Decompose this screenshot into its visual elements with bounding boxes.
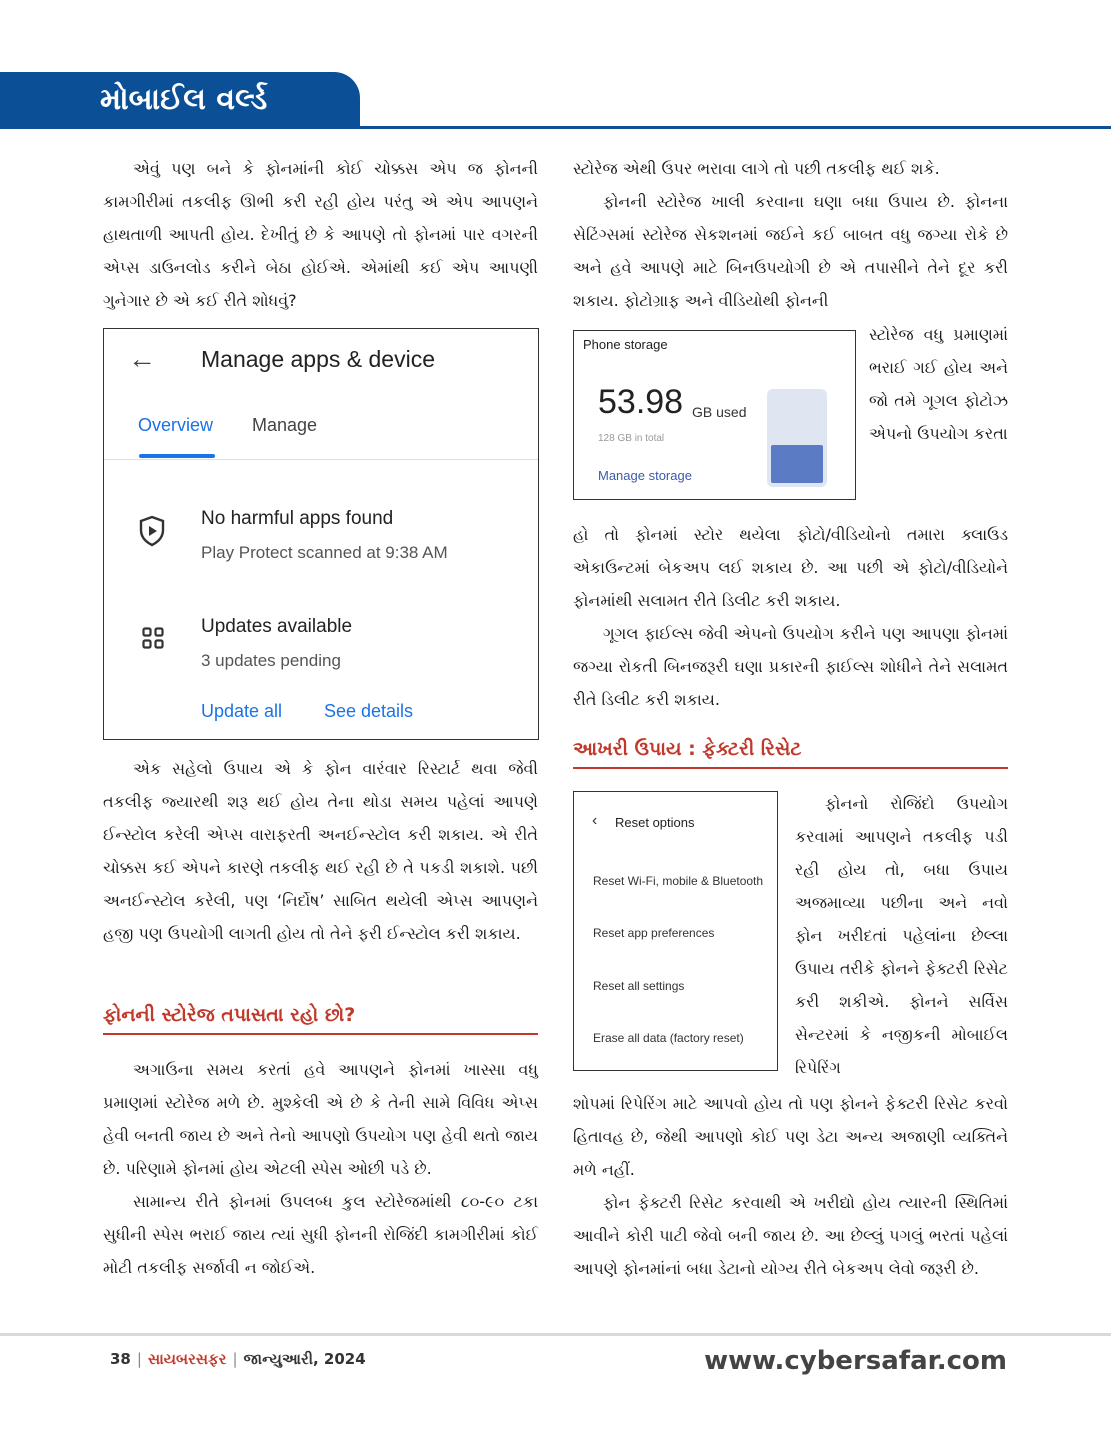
reset-option-erase-all[interactable]: Erase all data (factory reset) — [593, 1031, 744, 1045]
reset-option-app-preferences[interactable]: Reset app preferences — [593, 926, 715, 940]
website-url[interactable]: www.cybersafar.com — [704, 1346, 1007, 1376]
right-beside-storage — [869, 318, 1008, 450]
section-title: મોબાઈલ વર્લ્ડ — [100, 82, 268, 117]
play-protect-shield-icon — [138, 515, 166, 547]
paragraph: સ્ટોરેજ વધુ પ્રમાણમાં ભરાઈ ગઈ હોય અને જો તમે ગૂગલ ફોટોઝ એપનો ઉપયોગ કરતા — [869, 325, 1008, 443]
tab-overview[interactable]: Overview — [138, 415, 214, 435]
paragraph: એક સહેલો ઉપાય એ કે ફોન વારંવાર રિસ્ટાર્ટ થવા જેવી તકલીફ જ્યારથી શરૂ થઈ હોય તેના થોડા સમય પહેલાં આપણે ઈન્સ્ટોલ કરેલી એપ્સ વારાફરતી અનઈન્સ્ટોલ કરી શકાય. એ રીતે ચોક્કસ કઈ એપને કારણે તકલીફ થઈ રહી છે તે પકડી શકાશે. પછી અનઈન્સ્ટોલ કરેલી, પણ ‘નિર્દોષ’ સાબિત થયેલી એપ્સ આપણને હજી પણ ઉપયોગી લાગતી હોય તો તેને ફરી ઈન્સ્ટોલ કરી શકાય. — [103, 759, 538, 943]
paragraph: ફોન ફેક્ટરી રિસેટ કરવાથી એ ખરીદ્યો હોય ત્યારની સ્થિતિમાં આવીને કોરી પાટી જેવો બની જાય છે. આ છેલ્લું પગલું ભરતાં પહેલાં આપણે ફોનમાંનાં બધા ડેટાનો યોગ્ય રીતે બેકઅપ લેવો જરૂરી છે. — [573, 1193, 1008, 1278]
storage-usage-bar — [767, 389, 827, 487]
screen-title: Manage apps & device — [201, 346, 435, 372]
protect-status-sub: Play Protect scanned at 9:38 AM — [201, 543, 448, 562]
page-number: 38 — [110, 1350, 131, 1368]
storage-used-value: 53.98 — [598, 383, 684, 421]
back-arrow-icon[interactable]: ← — [128, 343, 156, 374]
left-intro — [103, 152, 538, 317]
paragraph: શોપમાં રિપેરિંગ માટે આપવો હોય તો પણ ફોનને ફેક્ટરી રિસેટ કરવો હિતાવહ છે, જેથી આપણો કોઈ પણ ડેટા અન્ય અજાણી વ્યક્તિને મળે નહીં. — [573, 1094, 1008, 1179]
paragraph: સ્ટોરેજ એથી ઉપર ભરાવા લાગે તો પછી તકલીફ થઈ શકે. — [573, 159, 940, 178]
issue-date: જાન્યુઆરી, 2024 — [243, 1350, 366, 1368]
updates-sub: 3 updates pending — [201, 651, 341, 670]
heading-rule — [103, 1033, 538, 1035]
section-heading-factory-reset: આખરી ઉપાય : ફેક્ટરી રિસેટ — [573, 738, 802, 760]
paragraph: સામાન્ય રીતે ફોનમાં ઉપલબ્ધ કુલ સ્ટોરેજમાંથી ૮૦-૯૦ ટકા સુધીની સ્પેસ ભરાઈ જાય ત્યાં સુધી ફોનની રોજિંદી કામગીરીમાં કોઈ મોટી તકલીફ સર્જાવી ન જોઈએ. — [103, 1192, 538, 1277]
reset-option-all-settings[interactable]: Reset all settings — [593, 979, 685, 993]
footer-rule — [0, 1333, 1111, 1336]
storage-label: Phone storage — [583, 337, 668, 352]
tab-manage[interactable]: Manage — [252, 415, 318, 435]
tab-divider — [104, 459, 538, 460]
reset-option-wifi[interactable]: Reset Wi-Fi, mobile & Bluetooth — [593, 874, 764, 888]
right-after-reset — [573, 1087, 1008, 1285]
storage-used-unit: GB used — [692, 404, 747, 420]
paragraph: ફોનનો રોજિંદો ઉપયોગ કરવામાં આપણને તકલીફ પડી રહી હોય તો, બધા ઉપાય અજમાવ્યા પછીના અને નવો ફોન ખરીદતાં પહેલાંના છેલ્લા ઉપાય તરીકે ફોનને ફેક્ટરી રિસેટ કરી શકીએ. ફોનને સર્વિસ સેન્ટરમાં કે નજીકની મોબાઈલ રિપેરિંગ — [795, 794, 1008, 1077]
left-after-card — [103, 752, 538, 950]
apps-grid-icon — [142, 627, 164, 649]
updates-title: Updates available — [201, 616, 353, 637]
heading-rule — [573, 767, 1008, 769]
manage-storage-link[interactable]: Manage storage — [598, 468, 692, 483]
back-chevron-icon[interactable]: ‹ — [592, 812, 598, 829]
storage-usage-fill — [771, 445, 823, 483]
paragraph: હો તો ફોનમાં સ્ટોર થયેલા ફોટો/વીડિયોનો તમારા ક્લાઉડ એકાઉન્ટમાં બેકઅપ લઈ શકાય છે. આ પછી એ ફોટો/વીડિયોને ફોનમાંથી સલામત રીતે ડિલીટ કરી શકાય. — [573, 525, 1008, 610]
left-storage-text — [103, 1053, 538, 1284]
paragraph: ગૂગલ ફાઈલ્સ જેવી એપનો ઉપયોગ કરીને પણ આપણા ફોનમાં જગ્યા રોકતી બિનજરૂરી ઘણા પ્રકારની ફાઈલ્સ શોધીને તેને સલામત રીતે ડિલીટ કરી શકાય. — [573, 624, 1008, 709]
update-all-button[interactable]: Update all — [201, 701, 283, 721]
active-tab-indicator — [139, 454, 215, 458]
right-top-text — [573, 152, 1008, 317]
paragraph: અગાઉના સમય કરતાં હવે આપણને ફોનમાં ખાસ્સા વધુ પ્રમાણમાં સ્ટોરેજ મળે છે. મુશ્કેલી એ છે કે તેની સામે વિવિધ એપ્સ હેવી બનતી જાય છે અને તેનો આપણો ઉપયોગ પણ હેવી થતો જાય છે. પરિણામે ફોનમાં હોય એટલી સ્પેસ ઓછી પડે છે. — [103, 1060, 538, 1178]
banner-rule — [0, 126, 1111, 129]
right-after-storage — [573, 518, 1008, 716]
section-heading-storage: ફોનની સ્ટોરેજ તપાસતા રહો છો? — [103, 1004, 356, 1026]
right-beside-reset — [795, 787, 1008, 1084]
magazine-name: સાયબરસફર — [147, 1350, 227, 1368]
storage-total: 128 GB in total — [598, 433, 665, 444]
paragraph: એવું પણ બને કે ફોનમાંની કોઈ ચોક્કસ એપ જ ફોનની કામગીરીમાં તકલીફ ઊભી કરી રહી હોય પરંતુ એ એપ આપણને હાથતાળી આપતી હોય. દેખીતું છે કે આપણે તો ફોનમાં પાર વગરની એપ્સ ડાઉનલોડ કરીને બેઠા હોઈએ. એમાંથી કઈ એપ આપણી ગુનેગાર છે એ કઈ રીતે શોધવું? — [103, 159, 538, 310]
see-details-button[interactable]: See details — [324, 701, 414, 721]
paragraph: ફોનની સ્ટોરેજ ખાલી કરવાના ઘણા બધા ઉપાય છે. ફોનના સેટિંગ્સમાં સ્ટોરેજ સેકશનમાં જઈને કઈ બાબત વધુ જગ્યા રોકે છે અને હવે આપણે માટે બિનઉપયોગી છે એ તપાસીને તેને દૂર કરી શકાય. ફોટોગ્રાફ અને વીડિયોથી ફોનની — [573, 192, 1008, 310]
section-banner — [0, 72, 360, 128]
footer-meta: 38 | સાયબરસફર | જાન્યુઆરી, 2024 — [110, 1350, 366, 1368]
protect-status-title: No harmful apps found — [201, 508, 394, 529]
reset-title: Reset options — [615, 815, 695, 830]
reset-options-screenshot — [573, 791, 778, 1071]
manage-apps-screenshot — [103, 328, 539, 740]
phone-storage-screenshot — [573, 330, 856, 500]
